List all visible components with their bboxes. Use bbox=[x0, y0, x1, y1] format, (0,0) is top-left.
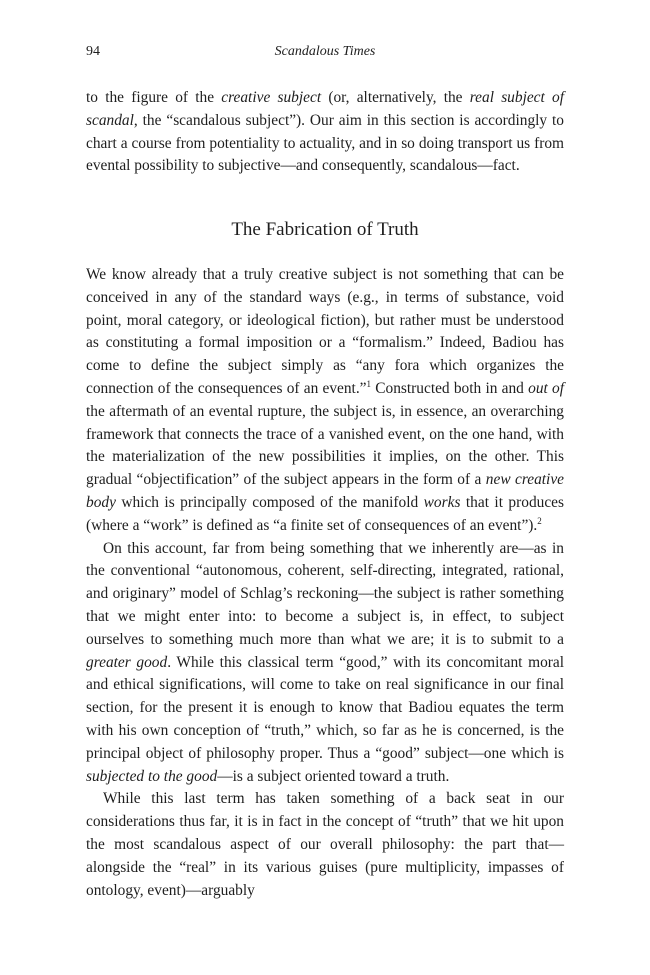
footnote-ref[interactable]: 1 bbox=[366, 378, 372, 389]
continued-paragraph: to the figure of the creative subject (or, alternatively, the real subject of scandal, the “scandalous subject”). Our aim in this section is accordingly to chart a course from potentiality to actuality, and in so doing transport us from evental possibility to subjective—and consequently, scandalous—fact. bbox=[86, 89, 564, 175]
emphasis: creative subject bbox=[221, 89, 322, 106]
paragraph: On this account, far from being something that we inherently are—as in the conventional “autonomous, coherent, self-directing, integrated, rational, and originary” model of Schlag’s reckoning—the subject is rather something that we might enter into: to become a subject is, in effect, to subject ourselves to something much more than what we are; it is to submit to a greater good. While this classical term “good,” with its concomitant moral and ethical significations, will come to take on real significance in our final section, for the present it is enough to know that Badiou equates the term with his own conception of “truth,” which, so far as he is concerned, is the principal object of philosophy proper. Thus a “good” subject—one which is subjected to the good—is a subject oriented toward a truth. bbox=[86, 539, 565, 785]
running-title: Scandalous Times bbox=[274, 44, 376, 59]
footnote-ref[interactable]: 2 bbox=[537, 515, 542, 526]
emphasis: new creative body bbox=[86, 471, 564, 511]
opening-text bbox=[86, 87, 564, 178]
running-head bbox=[86, 44, 564, 66]
paragraph: While this last term has taken something of a back seat in our considerations thus far, it is in fact in the concept of “truth” that we hit upon the most scandalous aspect of our overall philosophy: the part that—alongside the “real” in its various guises (pure multiplicity, impasses of ontology, event)—arguably bbox=[86, 790, 564, 899]
paragraph: We know already that a truly creative subject is not something that can be conceived in any of the standard ways (e.g., in terms of substance, void point, moral category, or ideological fiction), but rather must be understood as constituting a formal imposition or a “formalism.” Indeed, Badiou has come to define the subject simply as “any fora which organizes the connection of the consequences of an event.”$^1$ Constructed both in and out of the aftermath of an evental rupture, the subject is, in essence, an overarching framework that connects the trace of a vanished event, on the one hand, with the materialization of the new possibilities it implies, on the other. This gradual “objectification” of the subject appears in the form of a new creative body which is principally composed of the manifold works that it produces (where a “work” is defined as “a finite set of consequences of an event”).$^2$ bbox=[86, 266, 564, 534]
section-body bbox=[86, 264, 564, 902]
emphasis: out of bbox=[528, 379, 564, 397]
emphasis: works bbox=[423, 493, 461, 511]
emphasis: real subject of scandal bbox=[86, 89, 564, 129]
emphasis: greater good bbox=[86, 653, 168, 671]
section-heading: The Fabrication of Truth bbox=[231, 219, 419, 240]
emphasis: subjected to the good bbox=[86, 767, 218, 785]
page-number: 94 bbox=[86, 44, 100, 59]
